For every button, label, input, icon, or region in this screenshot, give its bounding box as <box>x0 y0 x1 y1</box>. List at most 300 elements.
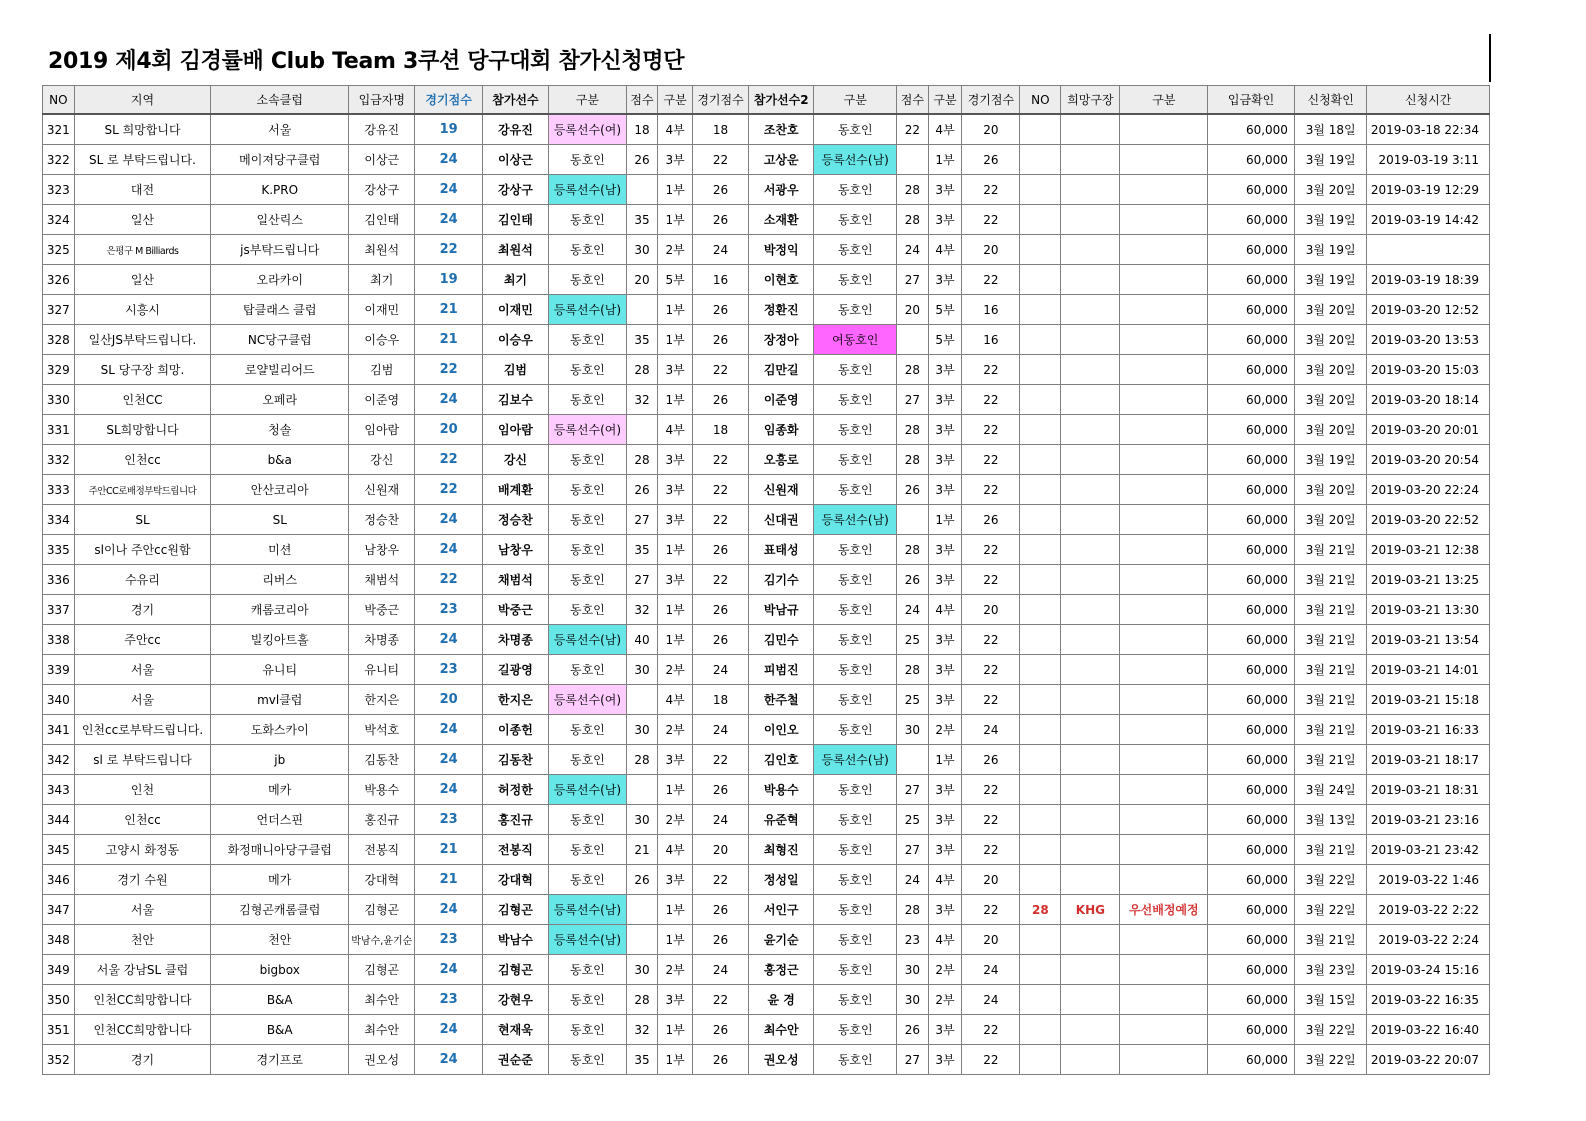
cell-depositor: 강신 <box>349 445 415 475</box>
cell-confirm-date: 3월 20일 <box>1294 415 1366 445</box>
cell-confirm-date: 3월 21일 <box>1294 685 1366 715</box>
cell-division2: 1부 <box>928 745 962 775</box>
cell-no2 <box>1020 655 1061 685</box>
cell-category2: 등록선수(남) <box>814 505 897 535</box>
cell-no: 333 <box>43 475 75 505</box>
cell-confirm-date: 3월 15일 <box>1294 985 1366 1015</box>
cell-apply-time: 2019-03-20 22:24 <box>1367 475 1490 505</box>
cell-apply-time: 2019-03-21 14:01 <box>1367 655 1490 685</box>
header-category2: 구분 <box>814 86 897 115</box>
cell-club: 빌킹아트홀 <box>211 625 349 655</box>
cell-points1 <box>626 775 658 805</box>
cell-category1: 동호인 <box>549 805 627 835</box>
cell-preferred-venue <box>1061 1015 1120 1045</box>
cell-category2: 동호인 <box>814 535 897 565</box>
cell-division2: 3부 <box>928 355 962 385</box>
cell-preferred-venue <box>1061 265 1120 295</box>
cell-no: 351 <box>43 1015 75 1045</box>
cell-points1: 30 <box>626 655 658 685</box>
cell-division1: 2부 <box>658 805 693 835</box>
cell-game-score: 22 <box>415 355 482 385</box>
cell-game-score: 21 <box>415 835 482 865</box>
cell-confirm-date: 3월 20일 <box>1294 475 1366 505</box>
cell-points2: 27 <box>897 775 929 805</box>
table-row <box>43 565 1490 595</box>
cell-no2 <box>1020 175 1061 205</box>
cell-category2: 동호인 <box>814 775 897 805</box>
cell-category2: 등록선수(남) <box>814 145 897 175</box>
cell-division1: 3부 <box>658 145 693 175</box>
cell-player1: 김동찬 <box>482 745 548 775</box>
cell-category1: 동호인 <box>549 475 627 505</box>
cell-preferred-venue <box>1061 205 1120 235</box>
cell-apply-time: 2019-03-20 13:53 <box>1367 325 1490 355</box>
cell-preferred-venue <box>1061 535 1120 565</box>
header-confirm-date: 신청확인 <box>1294 86 1366 115</box>
cell-division1: 1부 <box>658 1015 693 1045</box>
cell-preferred-venue <box>1061 775 1120 805</box>
cell-game-score1: 24 <box>692 955 748 985</box>
cell-region: 고양시 화정동 <box>74 835 211 865</box>
cell-category1: 동호인 <box>549 1045 627 1075</box>
cell-player2: 권오성 <box>749 1045 814 1075</box>
cell-game-score: 24 <box>415 895 482 925</box>
cell-player1: 남창우 <box>482 535 548 565</box>
cell-game-score1: 18 <box>692 114 748 145</box>
cell-player1: 현재욱 <box>482 1015 548 1045</box>
cell-category1: 동호인 <box>549 355 627 385</box>
cell-player2: 장정아 <box>749 325 814 355</box>
cell-division1: 1부 <box>658 625 693 655</box>
cell-no: 346 <box>43 865 75 895</box>
table-row <box>43 265 1490 295</box>
cell-points2: 30 <box>897 715 929 745</box>
cell-region: 서울 강남SL 클럽 <box>74 955 211 985</box>
cell-preferred-venue <box>1061 445 1120 475</box>
cell-game-score1: 24 <box>692 235 748 265</box>
cell-depositor: 김범 <box>349 355 415 385</box>
cell-division2: 2부 <box>928 715 962 745</box>
cell-player1: 임아람 <box>482 415 548 445</box>
cell-game-score1: 26 <box>692 925 748 955</box>
cell-points1: 26 <box>626 865 658 895</box>
cell-game-score: 24 <box>415 955 482 985</box>
cell-points1: 40 <box>626 625 658 655</box>
table-row <box>43 355 1490 385</box>
cell-depositor: 채범석 <box>349 565 415 595</box>
cell-game-score2: 24 <box>962 715 1020 745</box>
cell-category2: 동호인 <box>814 865 897 895</box>
cell-category2: 동호인 <box>814 985 897 1015</box>
table-row <box>43 865 1490 895</box>
table-body <box>43 114 1490 1075</box>
table-row <box>43 835 1490 865</box>
cell-division2: 5부 <box>928 325 962 355</box>
cell-division2: 3부 <box>928 415 962 445</box>
cell-preferred-venue <box>1061 865 1120 895</box>
cell-payment: 60,000 <box>1208 295 1295 325</box>
cell-points2: 27 <box>897 385 929 415</box>
cell-division2: 3부 <box>928 385 962 415</box>
cell-player1: 김인태 <box>482 205 548 235</box>
cell-game-score1: 24 <box>692 715 748 745</box>
cell-region: SL희망합니다 <box>74 415 211 445</box>
cell-points1: 28 <box>626 985 658 1015</box>
cell-game-score1: 18 <box>692 685 748 715</box>
cell-no: 331 <box>43 415 75 445</box>
cell-preferred-venue <box>1061 715 1120 745</box>
header-division2: 구분 <box>928 86 962 115</box>
cell-preferred-venue <box>1061 475 1120 505</box>
cell-category3 <box>1120 655 1208 685</box>
cell-preferred-venue <box>1061 685 1120 715</box>
table-row <box>43 475 1490 505</box>
cell-preferred-venue <box>1061 235 1120 265</box>
cell-region: SL 당구장 희망. <box>74 355 211 385</box>
cell-no2 <box>1020 775 1061 805</box>
cell-game-score1: 22 <box>692 355 748 385</box>
cell-preferred-venue <box>1061 655 1120 685</box>
cell-player2: 김민수 <box>749 625 814 655</box>
cell-player2: 고상운 <box>749 145 814 175</box>
cell-depositor: 강상구 <box>349 175 415 205</box>
header-category1: 구분 <box>549 86 627 115</box>
cell-no: 339 <box>43 655 75 685</box>
cell-region: SL 로 부탁드립니다. <box>74 145 211 175</box>
cell-region: SL 희망합니다 <box>74 114 211 145</box>
cell-no: 343 <box>43 775 75 805</box>
cell-no: 327 <box>43 295 75 325</box>
cell-category3 <box>1120 865 1208 895</box>
cell-no2 <box>1020 385 1061 415</box>
cell-division2: 3부 <box>928 205 962 235</box>
cell-preferred-venue <box>1061 565 1120 595</box>
table-row <box>43 955 1490 985</box>
cell-club: NC당구클럽 <box>211 325 349 355</box>
cell-division2: 2부 <box>928 955 962 985</box>
cell-category3 <box>1120 955 1208 985</box>
cell-division1: 1부 <box>658 535 693 565</box>
cell-division1: 1부 <box>658 775 693 805</box>
cell-depositor: 이준영 <box>349 385 415 415</box>
cell-apply-time <box>1367 235 1490 265</box>
cell-game-score: 21 <box>415 295 482 325</box>
cell-no2 <box>1020 415 1061 445</box>
cell-game-score: 22 <box>415 235 482 265</box>
header-game-score: 경기점수 <box>415 86 482 115</box>
cell-points1: 20 <box>626 265 658 295</box>
cell-depositor: 최수안 <box>349 985 415 1015</box>
cell-payment: 60,000 <box>1208 445 1295 475</box>
table-row <box>43 535 1490 565</box>
cell-category1: 등록선수(남) <box>549 625 627 655</box>
cell-no: 335 <box>43 535 75 565</box>
cell-points2 <box>897 325 929 355</box>
table-row <box>43 925 1490 955</box>
cell-region: 대전 <box>74 175 211 205</box>
cell-points2: 26 <box>897 1015 929 1045</box>
cell-preferred-venue <box>1061 1045 1120 1075</box>
cell-apply-time: 2019-03-21 23:42 <box>1367 835 1490 865</box>
cell-points1: 28 <box>626 355 658 385</box>
cell-payment: 60,000 <box>1208 325 1295 355</box>
cell-category1: 동호인 <box>549 835 627 865</box>
cell-payment: 60,000 <box>1208 145 1295 175</box>
cell-player2: 김만길 <box>749 355 814 385</box>
cell-category3 <box>1120 445 1208 475</box>
cell-category3 <box>1120 114 1208 145</box>
cell-category3 <box>1120 685 1208 715</box>
cell-club: mvl클럽 <box>211 685 349 715</box>
cell-payment: 60,000 <box>1208 955 1295 985</box>
cell-game-score2: 22 <box>962 805 1020 835</box>
cell-division1: 4부 <box>658 685 693 715</box>
cell-club: 도화스카이 <box>211 715 349 745</box>
cell-confirm-date: 3월 19일 <box>1294 205 1366 235</box>
cell-division2: 3부 <box>928 475 962 505</box>
table-row <box>43 895 1490 925</box>
cell-game-score2: 26 <box>962 145 1020 175</box>
cell-points2: 28 <box>897 415 929 445</box>
cell-club: 안산코리아 <box>211 475 349 505</box>
cell-game-score2: 20 <box>962 595 1020 625</box>
header-payment: 입금확인 <box>1208 86 1295 115</box>
cell-category1: 동호인 <box>549 1015 627 1045</box>
cell-payment: 60,000 <box>1208 655 1295 685</box>
cell-confirm-date: 3월 20일 <box>1294 295 1366 325</box>
cell-player2: 김기수 <box>749 565 814 595</box>
cell-confirm-date: 3월 21일 <box>1294 745 1366 775</box>
cell-region: 시흥시 <box>74 295 211 325</box>
cell-category3 <box>1120 925 1208 955</box>
cell-club: 리버스 <box>211 565 349 595</box>
cell-region: 인천CC희망합니다 <box>74 985 211 1015</box>
cell-confirm-date: 3월 21일 <box>1294 535 1366 565</box>
cell-points1 <box>626 895 658 925</box>
cell-preferred-venue <box>1061 114 1120 145</box>
cell-no2 <box>1020 1045 1061 1075</box>
cell-player2: 표태성 <box>749 535 814 565</box>
cell-points2: 25 <box>897 685 929 715</box>
cell-category2: 동호인 <box>814 355 897 385</box>
cell-division2: 4부 <box>928 865 962 895</box>
cell-game-score: 23 <box>415 595 482 625</box>
cell-game-score: 24 <box>415 1015 482 1045</box>
header-player2: 참가선수2 <box>749 86 814 115</box>
cell-depositor: 이상근 <box>349 145 415 175</box>
cell-game-score2: 26 <box>962 505 1020 535</box>
cell-game-score: 22 <box>415 445 482 475</box>
cell-no2 <box>1020 295 1061 325</box>
cell-no2 <box>1020 745 1061 775</box>
cell-player2: 서광우 <box>749 175 814 205</box>
cell-category2: 동호인 <box>814 955 897 985</box>
cell-game-score: 24 <box>415 715 482 745</box>
cell-payment: 60,000 <box>1208 235 1295 265</box>
cell-club: 언더스핀 <box>211 805 349 835</box>
cell-region: 인천cc <box>74 805 211 835</box>
cell-division1: 3부 <box>658 505 693 535</box>
cell-points2: 27 <box>897 835 929 865</box>
cell-points2: 24 <box>897 595 929 625</box>
cell-region: 일산JS부탁드립니다. <box>74 325 211 355</box>
cell-points2: 25 <box>897 625 929 655</box>
cell-category1: 등록선수(남) <box>549 775 627 805</box>
cell-category2: 동호인 <box>814 805 897 835</box>
cell-region: 서울 <box>74 895 211 925</box>
cell-division1: 1부 <box>658 1045 693 1075</box>
header-game-score2: 경기점수 <box>962 86 1020 115</box>
cell-player2: 소재환 <box>749 205 814 235</box>
cell-points1: 32 <box>626 385 658 415</box>
cell-depositor: 임아람 <box>349 415 415 445</box>
cell-division1: 2부 <box>658 715 693 745</box>
cell-category1: 등록선수(남) <box>549 925 627 955</box>
cell-game-score1: 26 <box>692 175 748 205</box>
cell-player1: 이종헌 <box>482 715 548 745</box>
cell-division2: 3부 <box>928 565 962 595</box>
cell-player1: 김보수 <box>482 385 548 415</box>
cell-region: 경기 <box>74 595 211 625</box>
cell-no: 340 <box>43 685 75 715</box>
cell-category1: 동호인 <box>549 325 627 355</box>
cell-player1: 정승찬 <box>482 505 548 535</box>
cell-depositor: 이재민 <box>349 295 415 325</box>
cell-division2: 3부 <box>928 1045 962 1075</box>
cell-division2: 2부 <box>928 985 962 1015</box>
cell-confirm-date: 3월 22일 <box>1294 1015 1366 1045</box>
cell-no: 338 <box>43 625 75 655</box>
cell-game-score1: 26 <box>692 1015 748 1045</box>
cell-game-score1: 22 <box>692 865 748 895</box>
cell-preferred-venue <box>1061 325 1120 355</box>
cell-no: 325 <box>43 235 75 265</box>
cell-category1: 동호인 <box>549 265 627 295</box>
cell-player1: 최기 <box>482 265 548 295</box>
cell-preferred-venue <box>1061 625 1120 655</box>
cell-game-score2: 22 <box>962 205 1020 235</box>
cell-division1: 3부 <box>658 565 693 595</box>
cell-player2: 홍정근 <box>749 955 814 985</box>
cell-division1: 3부 <box>658 865 693 895</box>
cell-category2: 동호인 <box>814 265 897 295</box>
cell-game-score: 24 <box>415 535 482 565</box>
cell-game-score2: 22 <box>962 685 1020 715</box>
cell-game-score: 23 <box>415 925 482 955</box>
cell-game-score: 24 <box>415 745 482 775</box>
cell-payment: 60,000 <box>1208 175 1295 205</box>
cell-category1: 등록선수(여) <box>549 415 627 445</box>
cell-category3 <box>1120 715 1208 745</box>
cell-apply-time: 2019-03-22 20:07 <box>1367 1045 1490 1075</box>
cell-division2: 3부 <box>928 835 962 865</box>
cell-apply-time: 2019-03-21 13:30 <box>1367 595 1490 625</box>
cell-category3 <box>1120 355 1208 385</box>
cell-points1: 32 <box>626 1015 658 1045</box>
header-no: NO <box>43 86 75 115</box>
cell-no2 <box>1020 475 1061 505</box>
cell-game-score: 23 <box>415 805 482 835</box>
cell-no2 <box>1020 114 1061 145</box>
cell-player1: 길광영 <box>482 655 548 685</box>
cell-payment: 60,000 <box>1208 505 1295 535</box>
cell-category2: 동호인 <box>814 895 897 925</box>
header-game-score1: 경기점수 <box>692 86 748 115</box>
cell-club: B&A <box>211 985 349 1015</box>
cell-player1: 이상근 <box>482 145 548 175</box>
cell-player2: 임종화 <box>749 415 814 445</box>
cell-player1: 강대혁 <box>482 865 548 895</box>
cell-apply-time: 2019-03-22 16:40 <box>1367 1015 1490 1045</box>
header-club: 소속클럽 <box>211 86 349 115</box>
cell-points2: 27 <box>897 265 929 295</box>
cell-apply-time: 2019-03-21 23:16 <box>1367 805 1490 835</box>
cell-category3 <box>1120 205 1208 235</box>
cell-no: 342 <box>43 745 75 775</box>
cell-club: 화정매니아당구클럽 <box>211 835 349 865</box>
cell-category1: 등록선수(남) <box>549 175 627 205</box>
cell-points1: 21 <box>626 835 658 865</box>
cell-player1: 김형곤 <box>482 955 548 985</box>
cell-division2: 4부 <box>928 925 962 955</box>
cell-game-score2: 22 <box>962 1015 1020 1045</box>
cell-category3 <box>1120 175 1208 205</box>
page-title: 2019 제4회 김경률배 Club Team 3쿠션 당구대회 참가신청명단 <box>48 49 685 74</box>
cell-points1: 27 <box>626 505 658 535</box>
cell-player2: 신대권 <box>749 505 814 535</box>
cell-category1: 동호인 <box>549 595 627 625</box>
cell-player2: 이준영 <box>749 385 814 415</box>
cell-depositor: 박석호 <box>349 715 415 745</box>
cell-game-score: 23 <box>415 985 482 1015</box>
cell-game-score2: 22 <box>962 265 1020 295</box>
cell-club: jb <box>211 745 349 775</box>
cell-game-score: 20 <box>415 685 482 715</box>
cell-player2: 김인호 <box>749 745 814 775</box>
cell-region: sl이나 주안cc원함 <box>74 535 211 565</box>
cell-category3 <box>1120 415 1208 445</box>
table-row <box>43 325 1490 355</box>
cell-depositor: 강대혁 <box>349 865 415 895</box>
cell-preferred-venue <box>1061 835 1120 865</box>
cell-preferred-venue <box>1061 415 1120 445</box>
cell-player1: 이재민 <box>482 295 548 325</box>
cell-apply-time: 2019-03-19 14:42 <box>1367 205 1490 235</box>
cell-game-score1: 22 <box>692 745 748 775</box>
cell-club: 청솔 <box>211 415 349 445</box>
cell-points2: 23 <box>897 925 929 955</box>
cell-no: 345 <box>43 835 75 865</box>
cell-division1: 3부 <box>658 985 693 1015</box>
header-category3: 구분 <box>1120 86 1208 115</box>
cell-player2: 정환진 <box>749 295 814 325</box>
cell-game-score2: 22 <box>962 835 1020 865</box>
cell-division2: 3부 <box>928 265 962 295</box>
cell-category2: 동호인 <box>814 1045 897 1075</box>
cell-category3 <box>1120 235 1208 265</box>
cell-no2 <box>1020 235 1061 265</box>
cell-game-score1: 24 <box>692 805 748 835</box>
cell-payment: 60,000 <box>1208 535 1295 565</box>
cell-no: 328 <box>43 325 75 355</box>
cell-category3 <box>1120 625 1208 655</box>
cell-player1: 김형곤 <box>482 895 548 925</box>
cell-points2: 30 <box>897 955 929 985</box>
cell-category2: 등록선수(남) <box>814 745 897 775</box>
cell-category2: 동호인 <box>814 385 897 415</box>
cell-game-score1: 22 <box>692 445 748 475</box>
cell-confirm-date: 3월 21일 <box>1294 655 1366 685</box>
